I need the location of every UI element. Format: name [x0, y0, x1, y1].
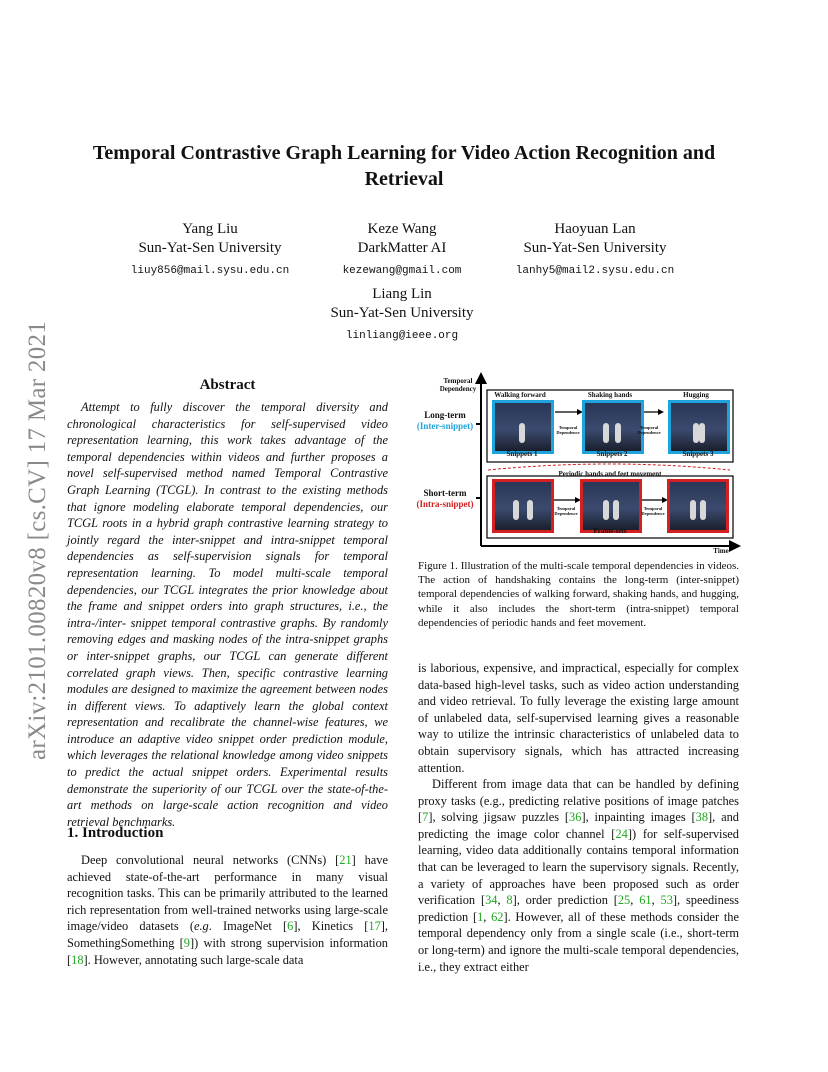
author-name: Keze Wang [367, 221, 437, 237]
y-axis-label: Temporal Dependency [439, 377, 477, 393]
citation-link[interactable]: 9 [183, 935, 190, 950]
paper-title: Temporal Contrastive Graph Learning for Video Action Recognition and Retrieval [92, 142, 716, 190]
snippet-label: Snippets 2 [596, 450, 628, 458]
author-affiliation: DarkMatter AI [357, 240, 447, 256]
person-figure [613, 500, 619, 520]
text-run: ]. However, all of these methods consider the temporal dependency only from a single scale (i.e., short-term or long-term) and ignore the multi-scale temporal dependencies, i.e., they extract either [418, 909, 739, 974]
author-affiliation: Sun-Yat-Sen University [138, 240, 282, 256]
author-block [110, 220, 310, 281]
author-name: Liang Lin [372, 286, 432, 302]
person-figure [699, 423, 705, 443]
periodic-label: Periodic hands and feet movement [558, 470, 662, 478]
figure-caption: Figure 1. Illustration of the multi-scale temporal dependencies in videos. The action of handshaking contains the long-term (inter-snippet) temporal dependencies of walking forward, shaking hands, and hugging, while it also includes the short-term (intra-snippet) temporal dependencies of periodic hands and feet movement. [418, 560, 739, 629]
person-figure [513, 500, 519, 520]
citation-link[interactable]: 24 [615, 826, 628, 841]
short-term-label [410, 488, 480, 510]
action-label: Shaking hands [587, 391, 633, 399]
person-figure [615, 423, 621, 443]
citation-link[interactable]: 8 [506, 893, 513, 908]
text-run: Different from image data that can be handled by defining proxy tasks (e.g., predicting relative positions of image patches [ [418, 777, 739, 825]
frame-thumbnail [492, 479, 554, 533]
text-run: (Inter-snippet) [416, 421, 474, 431]
author-email: liuy856@mail.sysu.edu.cn [130, 265, 290, 277]
text-run: e.g [193, 919, 209, 934]
text-run: ]) with strong supervision information [ [67, 935, 388, 967]
author-affiliation: Sun-Yat-Sen University [523, 240, 667, 256]
text-run: ], order prediction [ [512, 893, 618, 908]
text-run: Deep convolutional neural networks (CNNs) [ [81, 853, 340, 867]
introduction-heading: 1. Introduction [67, 825, 164, 841]
text-run: ], Kinetics [ [293, 919, 369, 934]
dependence-label: Temporal Dependence [554, 506, 578, 516]
text-run: ] have achieved state-of-the-art performance in many visual recognition tasks. This can be primarily attributed to the learned rich representation from well-trained networks using large-scale image/video datasets ( [67, 853, 388, 934]
text-run: ], SomethingSomething [ [67, 919, 388, 950]
person-figure [700, 500, 706, 520]
citation-link[interactable]: 6 [287, 919, 294, 934]
author-name: Yang Liu [182, 221, 238, 237]
text-run: , [630, 893, 640, 908]
author-email: kezewang@gmail.com [342, 265, 462, 277]
text-run: ], solving jigsaw puzzles [ [428, 810, 570, 825]
abstract-heading: Abstract [199, 377, 256, 393]
person-figure [527, 500, 533, 520]
text-run: Short-term [423, 488, 467, 498]
author-block [490, 220, 700, 281]
author-email: lanhy5@mail2.sysu.edu.cn [515, 265, 675, 277]
citation-link[interactable]: 36 [569, 810, 582, 825]
text-run: , [497, 893, 507, 908]
snippet-thumbnail [668, 400, 730, 454]
body-paragraph: is laborious, expensive, and impractical, especially for complex data-based high-level tasks, such as video action understanding and video retrieval. To fully leverage the existing large amount of unlabeled data, self-supervised learning gives a reasonable way to utilize the intrinsic characteristics of unlabeled data to obtain supervisory signals, which has attracted increasing attention. [418, 661, 739, 775]
action-label: Hugging [683, 391, 709, 399]
citation-link[interactable]: 34 [485, 893, 498, 908]
text-run: , [483, 909, 492, 924]
person-figure [603, 500, 609, 520]
video-frame [495, 482, 551, 530]
arxiv-identifier: arXiv:2101.00820v8 [cs.CV] 17 Mar 2021 [24, 320, 51, 760]
video-frame [583, 482, 639, 530]
citation-link[interactable]: 7 [422, 810, 429, 825]
frame-thumbnail [580, 479, 642, 533]
citation-link[interactable]: 53 [660, 893, 673, 908]
snippet-label: Snippets 1 [506, 450, 538, 458]
text-run: , [651, 893, 661, 908]
person-figure [519, 423, 525, 443]
author-email: linliang@ieee.org [345, 330, 459, 342]
citation-link[interactable]: 62 [491, 909, 504, 924]
long-term-label [410, 410, 480, 432]
citation-link[interactable]: 18 [71, 952, 84, 967]
person-figure [603, 423, 609, 443]
text-run: ], inpainting images [ [581, 810, 696, 825]
author-block [302, 285, 502, 346]
text-run: (Intra-snippet) [416, 499, 474, 509]
frame-sets-label: Frame-sets [593, 527, 627, 535]
author-affiliation: Sun-Yat-Sen University [330, 305, 474, 321]
text-run: ], speediness prediction [ [418, 893, 739, 924]
person-figure [690, 500, 696, 520]
video-frame [585, 403, 641, 451]
text-run: . ImageNet [ [208, 919, 288, 934]
snippet-thumbnail [492, 400, 554, 454]
text-run: ]. However, annotating such large-scale data [83, 952, 304, 967]
citation-link[interactable]: 38 [695, 810, 709, 825]
dependence-label: Temporal Dependence [637, 425, 661, 435]
x-axis-label: Time [713, 547, 729, 555]
video-frame [670, 482, 726, 530]
snippet-label: Snippets 3 [682, 450, 714, 458]
body-paragraph [418, 776, 739, 975]
text-run: ], and predicting the image color channel [ [418, 810, 739, 841]
citation-link[interactable]: 1 [477, 909, 484, 924]
text-run: ]) for self-supervised learning, video data additionally contains temporal information that can be leveraged to learn the supervisory signals. Recently, a variety of approaches have been proposed such as order verification [ [418, 826, 740, 908]
abstract-text: Attempt to fully discover the temporal diversity and chronological characteristics for self-supervised video representation learning, this work takes advantage of the temporal dependencies within videos and further proposes a novel self-supervised method named Temporal Contrastive Graph Learning (TCGL). In contrast to the existing methods that ignore modeling elaborate temporal dependencies, our TCGL roots in a hybrid graph contrastive learning strategy to jointly regard the inter-snippet and intra-snippet temporal dependencies as self-supervision signals for temporal representation learning. To model multi-scale temporal dependencies, our TCGL integrates the prior knowledge about the frame and snippet orders into graph structures, i.e., the intra-/inter- snippet temporal contrastive graphs. By randomly removing edges and masking nodes of the intra-snippet graphs or inter-snippet graphs, our TCGL can generate different correlated graph views. Then, specific contrastive learning modules are designed to maximize the agreement between nodes in different views. To adaptively learn the global context representation and recalibrate the channel-wise features, we introduce an adaptive video snippet order prediction module, which leverages the relational knowledge among video snippets to predict the actual snippet orders. Experimental results demonstrate the superiority of our TCGL over the state-of-the-art methods on large-scale action recognition and video retrieval benchmarks. [67, 400, 388, 829]
author-name: Haoyuan Lan [554, 221, 636, 237]
action-label: Walking forward [494, 391, 546, 399]
citation-link[interactable]: 25 [617, 893, 631, 908]
citation-link[interactable]: 17 [368, 919, 381, 934]
text-run: Long-term [424, 410, 466, 420]
figure-1 [410, 372, 744, 558]
introduction-paragraph [67, 852, 388, 968]
citation-link[interactable]: 21 [339, 853, 352, 867]
citation-link[interactable]: 61 [639, 893, 652, 908]
dependence-label: Temporal Dependence [556, 425, 580, 435]
dependence-label: Temporal Dependence [641, 506, 665, 516]
frame-thumbnail [667, 479, 729, 533]
author-block [302, 220, 502, 281]
